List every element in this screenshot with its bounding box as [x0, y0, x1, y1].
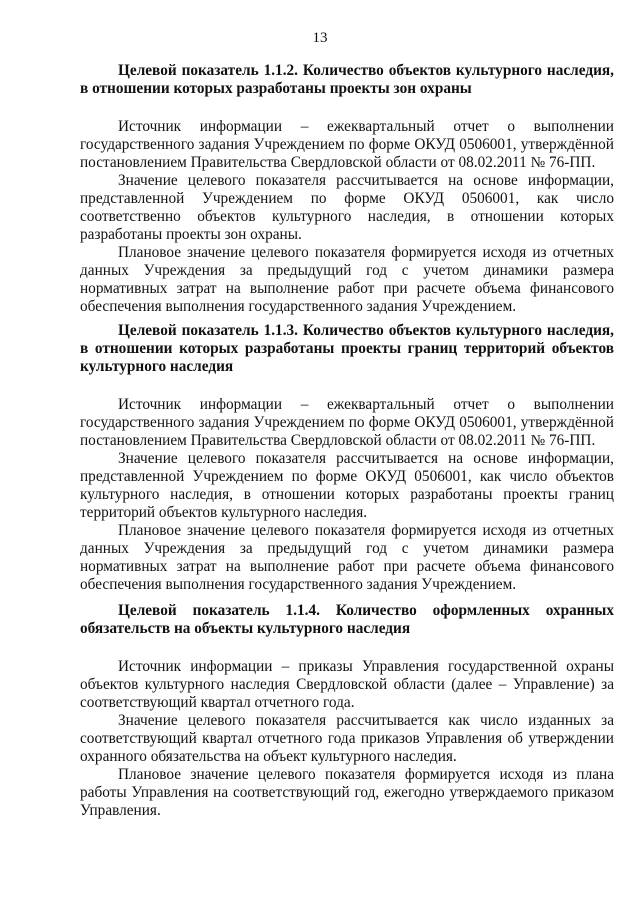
- section-indicator-1-1-2: [80, 62, 614, 316]
- paragraph-calculation: Значение целевого показателя рассчитывается как число изданных за соответствующий квартал отчетного года приказов Управления об утверждении охранного обязательства на объект культурного наследия.: [80, 712, 614, 765]
- paragraph-planned-value: Плановое значение целевого показателя формируется исходя из плана работы Управления на соответствующий год, ежегодно утверждаемого приказом Управления.: [80, 766, 614, 819]
- section-heading: Целевой показатель 1.1.2. Количество объектов культурного наследия, в отношении которых разработаны проекты зон охраны: [80, 62, 614, 97]
- paragraph-planned-value: Плановое значение целевого показателя формируется исходя из отчетных данных Учреждения за предыдущий год с учетом динамики размера нормативных затрат на выполнение работ при расчете объема финансового обеспечения выполнения государственного задания Учреждением.: [80, 522, 614, 593]
- paragraph-source: Источник информации – ежеквартальный отчет о выполнении государственного задания Учреждением по форме ОКУД 0506001, утверждённой постановлением Правительства Свердловской области от 08.02.2011 № 76-ПП.: [80, 118, 614, 171]
- paragraph-source: Источник информации – ежеквартальный отчет о выполнении государственного задания Учреждением по форме ОКУД 0506001, утверждённой постановлением Правительства Свердловской области от 08.02.2011 № 76-ПП.: [80, 396, 614, 449]
- paragraph-calculation: Значение целевого показателя рассчитывается на основе информации, представленной Учреждением по форме ОКУД 0506001, как число объектов культурного наследия, в отношении которых разработаны проекты границ территорий объектов культурного наследия.: [80, 450, 614, 521]
- paragraph-calculation: Значение целевого показателя рассчитывается на основе информации, представленной Учреждением по форме ОКУД 0506001, как число соответственно объектов культурного наследия, в отношении которых разработаны проекты зон охраны.: [80, 172, 614, 243]
- section-indicator-1-1-3: [80, 322, 614, 594]
- section-heading: Целевой показатель 1.1.4. Количество оформленных охранных обязательств на объекты культурного наследия: [80, 602, 614, 637]
- section-indicator-1-1-4: [80, 602, 614, 820]
- section-heading: Целевой показатель 1.1.3. Количество объектов культурного наследия, в отношении которых разработаны проекты границ территорий объектов культурного наследия: [80, 322, 614, 375]
- paragraph-source: Источник информации – приказы Управления государственной охраны объектов культурного наследия Свердловской области (далее – Управление) за соответствующий квартал отчетного года.: [80, 658, 614, 711]
- page-number: 13: [312, 30, 328, 46]
- paragraph-planned-value: Плановое значение целевого показателя формируется исходя из отчетных данных Учреждения за предыдущий год с учетом динамики размера нормативных затрат на выполнение работ при расчете объема финансового обеспечения выполнения государственного задания Учреждением.: [80, 244, 614, 315]
